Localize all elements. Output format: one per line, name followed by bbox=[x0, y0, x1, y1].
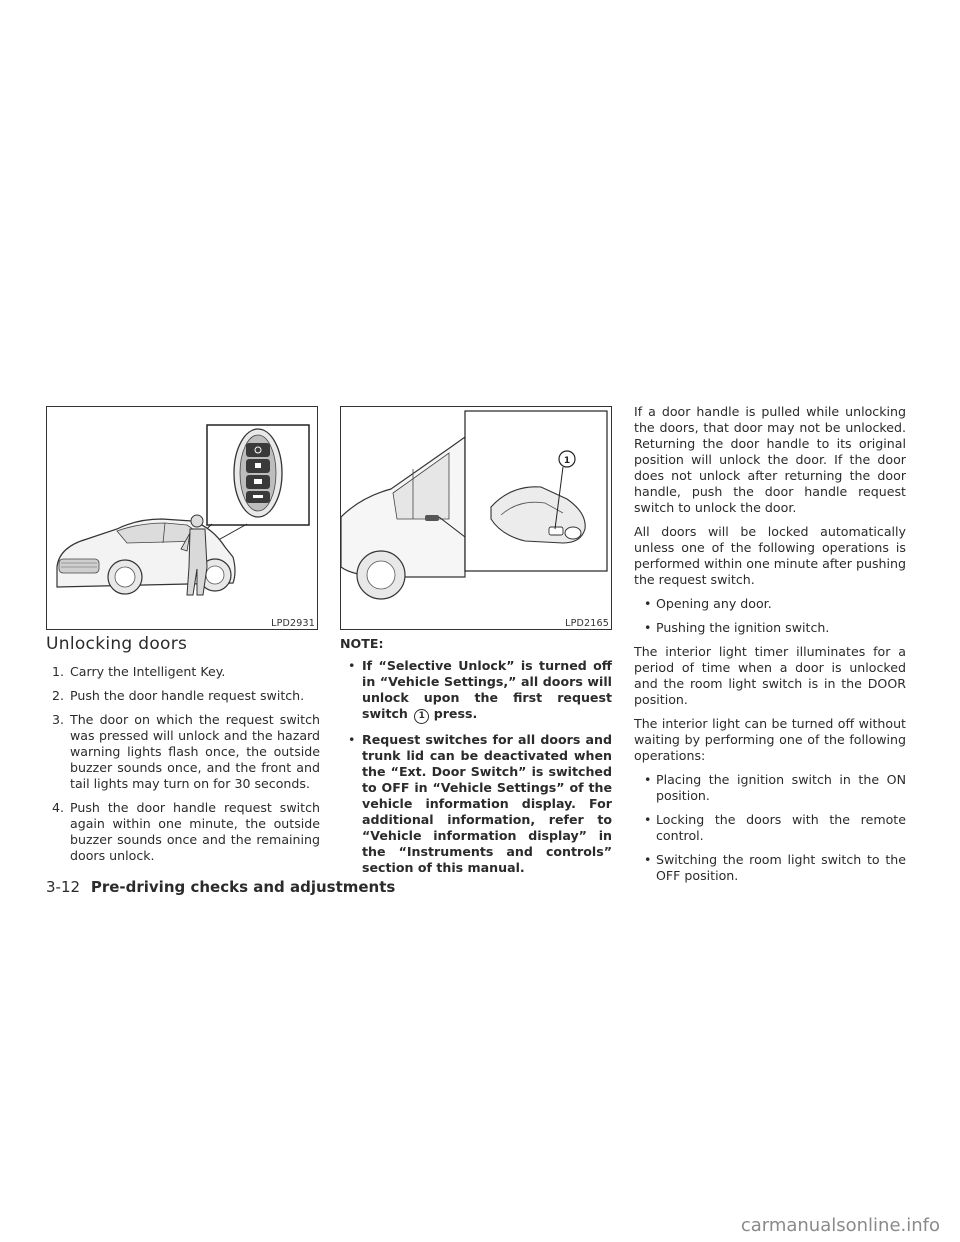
section-title: Pre-driving checks and adjustments bbox=[90, 878, 396, 896]
bullet-icon: • bbox=[644, 596, 652, 611]
bullet-icon: • bbox=[348, 732, 356, 747]
right-column bbox=[634, 404, 906, 892]
section-heading: Unlocking doors bbox=[46, 634, 188, 654]
door-handle-illustration bbox=[341, 407, 611, 629]
note-list bbox=[340, 658, 612, 876]
list-item: • Switching the room light switch to the OFF position. bbox=[644, 852, 906, 883]
paragraph: The interior light timer illuminates for a period of time when a door is unlocked and the room light switch is in the DOOR position. bbox=[634, 644, 906, 707]
watermark-text: carmanualsonline.info bbox=[740, 1215, 940, 1236]
callout-1-icon: 1 bbox=[414, 709, 429, 724]
steps-list bbox=[46, 664, 320, 864]
figure-door-handle bbox=[340, 406, 612, 630]
page-footer bbox=[46, 878, 395, 896]
list-item: 1. Carry the Intelligent Key. bbox=[52, 664, 226, 679]
list-item: • Request switches for all doors and trunk lid can be deactivated when the “Ext. Door Switch” is switched to OFF in “Vehicle Settings” of the vehicle information display. For additional information, refer to “Vehicle information display” in the “Instruments and controls” section of this manual. bbox=[348, 732, 612, 875]
list-item: • Pushing the ignition switch. bbox=[644, 620, 830, 635]
bullet-list bbox=[638, 596, 906, 636]
bullet-icon: • bbox=[644, 852, 652, 867]
bullet-icon: • bbox=[644, 620, 652, 635]
figure-unlocking-key bbox=[46, 406, 318, 630]
middle-column bbox=[340, 636, 612, 884]
page-number: 3-12 bbox=[46, 878, 81, 896]
callout-1-label: 1 bbox=[563, 456, 571, 466]
list-item: • Placing the ignition switch in the ON position. bbox=[644, 772, 906, 803]
figure-code-label: LPD2931 bbox=[271, 618, 315, 629]
car-key-illustration bbox=[47, 407, 317, 629]
bullet-icon: • bbox=[644, 812, 652, 827]
bullet-icon: • bbox=[348, 658, 356, 673]
figure-code-label: LPD2165 bbox=[565, 618, 609, 629]
list-item: 3. The door on which the request switch was pressed will unlock and the hazard warning lights flash once, the outside buzzer sounds once, and the front and tail lights may turn on for 30 seconds. bbox=[52, 712, 320, 791]
bullet-list bbox=[638, 772, 906, 884]
bullet-icon: • bbox=[644, 772, 652, 787]
paragraph: All doors will be locked automatically unless one of the following operations is performed within one minute after pushing the request switch. bbox=[634, 524, 906, 587]
note-title: NOTE: bbox=[340, 636, 384, 651]
list-item: 4. Push the door handle request switch again within one minute, the outside buzzer sounds once and the remaining doors unlock. bbox=[52, 800, 320, 863]
list-item: • Opening any door. bbox=[644, 596, 772, 611]
list-item: 2. Push the door handle request switch. bbox=[52, 688, 305, 703]
list-item: • Locking the doors with the remote control. bbox=[644, 812, 906, 843]
list-item: • If “Selective Unlock” is turned off in “Vehicle Settings,” all doors will unlock upon the first request switch 1 press. bbox=[340, 658, 612, 724]
paragraph: The interior light can be turned off without waiting by performing one of the following operations: bbox=[634, 716, 906, 763]
paragraph: If a door handle is pulled while unlocking the doors, that door may not be unlocked. Returning the door handle to its original position will unlock the door. If the door does not unlock after returning the door handle, push the door handle request switch to unlock the door. bbox=[634, 404, 906, 515]
left-column bbox=[46, 634, 320, 872]
